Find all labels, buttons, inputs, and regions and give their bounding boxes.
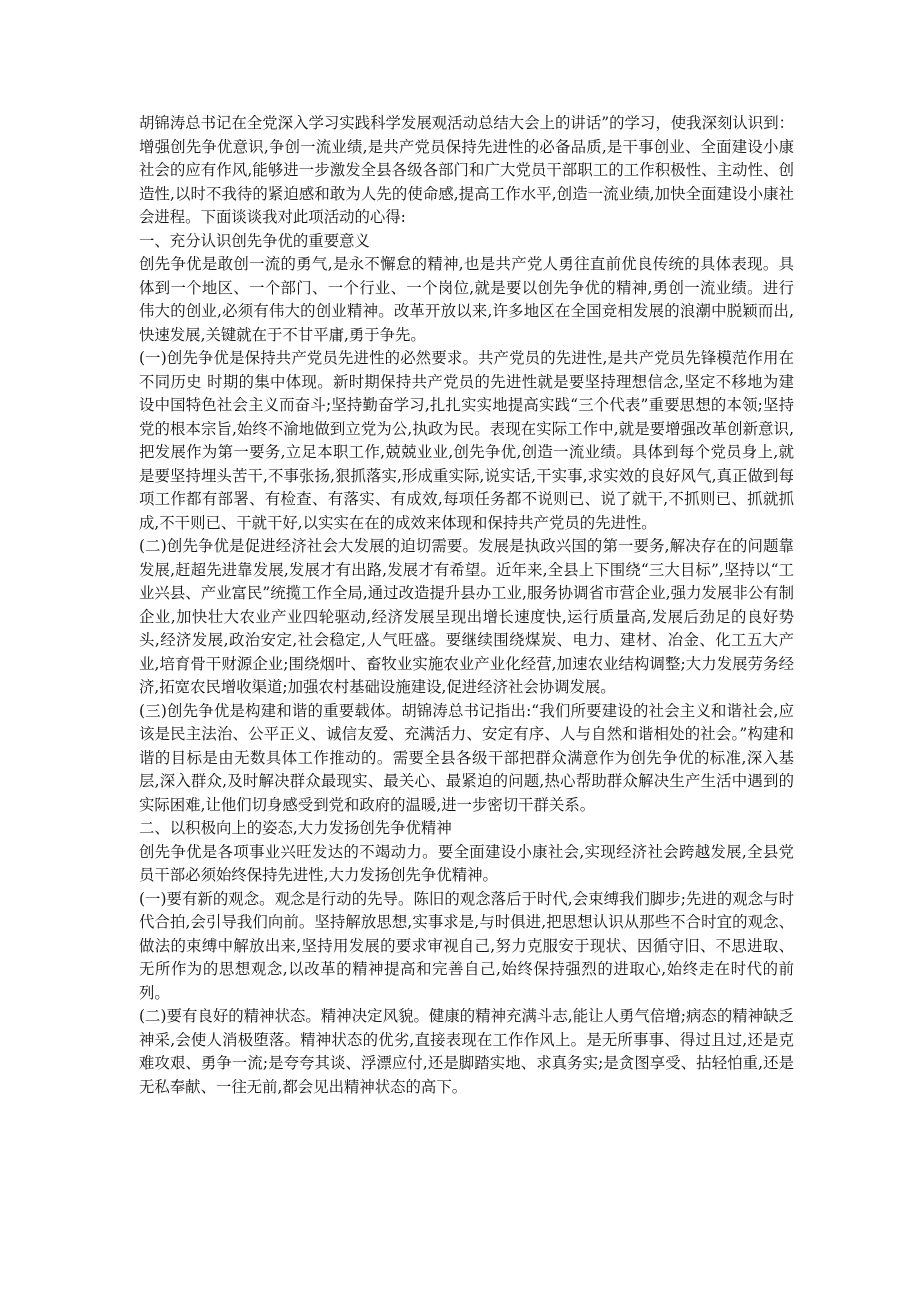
section-2-paragraph: 创先争优是各项事业兴旺发达的不竭动力。要全面建设小康社会,实现经济社会跨越发展,全县党员干部必须始终保持先进性,大力发扬创先争优精神。 (139, 842, 794, 884)
subsection-1-2-paragraph: (二)创先争优是促进经济社会大发展的迫切需要。发展是执政兴国的第一要务,解决存在的问题靠发展,赶超先进靠发展,发展才有出路,发展才有希望。近年来,全县上下围绕“三大目标”,坚持以“工业兴县、产业富民”统揽工作全局,通过改造提升县办工业,服务协调省市营企业,强力发展非公有制企业,加快壮大农业产业四轮驱动,经济发展呈现出增长速度快,运行质量高,发展后劲足的良好势头,经济发展,政治安定,社会稳定,人气旺盛。要继续围绕煤炭、电力、建材、冶金、化工五大产业,培育骨干财源企业;围绕烟叶、畜牧业实施农业产业化经营,加速农业结构调整;大力发展劳务经济,拓宽农民增收渠道;加强农村基础设施建设,促进经济社会协调发展。 (139, 537, 794, 696)
intro-paragraph: 胡锦涛总书记在全党深入学习实践科学发展观活动总结大会上的讲话”的学习，使我深刻认识到：增强创先争优意识,争创一流业绩,是共产党员保持先进性的必备品质,是干事创业、全面建设小康社会的应有作风,能够进一步激发全县各级各部门和广大党员干部职工的工作积极性、主动性、创造性,以时不我待的紧迫感和敢为人先的使命感,提高工作水平,创造一流业绩,加快全面建设小康社会进程。下面谈谈我对此项活动的心得: (139, 114, 794, 226)
section-heading-1: 一、充分认识创先争优的重要意义 (139, 231, 370, 250)
subsection-1-3-paragraph: (三)创先争优是构建和谐的重要载体。胡锦涛总书记指出:“我们所要建设的社会主义和谐社会,应该是民主法治、公平正义、诚信友爱、充满活力、安定有序、人与自然和谐相处的社会。”构建和谐的目标是由无数具体工作推动的。需要全县各级干部把群众满意作为创先争优的标准,深入基层,深入群众,及时解决群众最现实、最关心、最紧迫的问题,热心帮助群众解决生产生活中遇到的实际困难,让他们切身感受到党和政府的温暖,进一步密切干群关系。 (139, 701, 794, 814)
document-body (139, 112, 794, 1099)
subsection-1-1-paragraph: (一)创先争优是保持共产党员先进性的必然要求。共产党员的先进性,是共产党员先锋模范作用在不同历史 时期的集中体现。新时期保持共产党员的先进性就是要坚持理想信念,坚定不移地为建设中国特色社会主义而奋斗;坚持勤奋学习,扎扎实实地提高实践“三个代表”重要思想的本领;坚持党的根本宗旨,始终不渝地做到立党为公,执政为民。表现在实际工作中,就是要增强改革创新意识,把发展作为第一要务,立足本职工作,兢兢业业,创先争优,创造一流业绩。具体到每个党员身上,就是要坚持埋头苦干,不事张扬,狠抓落实,形成重实际,说实话,干实事,求实效的良好风气,真正做到每项工作都有部署、有检查、有落实、有成效,每项任务都不说则已、说了就干,不抓则已、抓就抓成,不干则已、干就干好,以实实在在的成效来体现和保持共产党员的先进性。 (139, 349, 794, 532)
subsection-2-1-paragraph: (一)要有新的观念。观念是行动的先导。陈旧的观念落后于时代,会束缚我们脚步;先进的观念与时代合拍,会引导我们向前。坚持解放思想,实事求是,与时俱进,把思想认识从那些不合时宜的观念、做法的束缚中解放出来,坚持用发展的要求审视自己,努力克服安于现状、因循守旧、不思进取、无所作为的思想观念,以改革的精神提高和完善自己,始终保持强烈的进取心,始终走在时代的前列。 (139, 889, 794, 1002)
section-1-paragraph: 创先争优是敢创一流的勇气,是永不懈怠的精神,也是共产党人勇往直前优良传统的具体表现。具体到一个地区、一个部门、一个行业、一个岗位,就是要以创先争优的精神,勇创一流业绩。进行伟大的创业,必须有伟大的创业精神。改革开放以来,许多地区在全国竞相发展的浪潮中脱颖而出,快速发展,关键就在于不甘平庸,勇于争先。 (139, 255, 794, 344)
section-heading-2: 二、以积极向上的姿态,大力发扬创先争优精神 (139, 819, 452, 837)
subsection-2-2-paragraph: (二)要有良好的精神状态。精神决定风貌。健康的精神充满斗志,能让人勇气倍增;病态的精神缺乏神采,会使人消极堕落。精神状态的优劣,直接表现在工作作风上。是无所事事、得过且过,还是克难攻艰、勇争一流;是夸夸其谈、浮漂应付,还是脚踏实地、求真务实;是贪图享受、拈轻怕重,还是无私奉献、一往无前,都会见出精神状态的高下。 (139, 1007, 794, 1096)
